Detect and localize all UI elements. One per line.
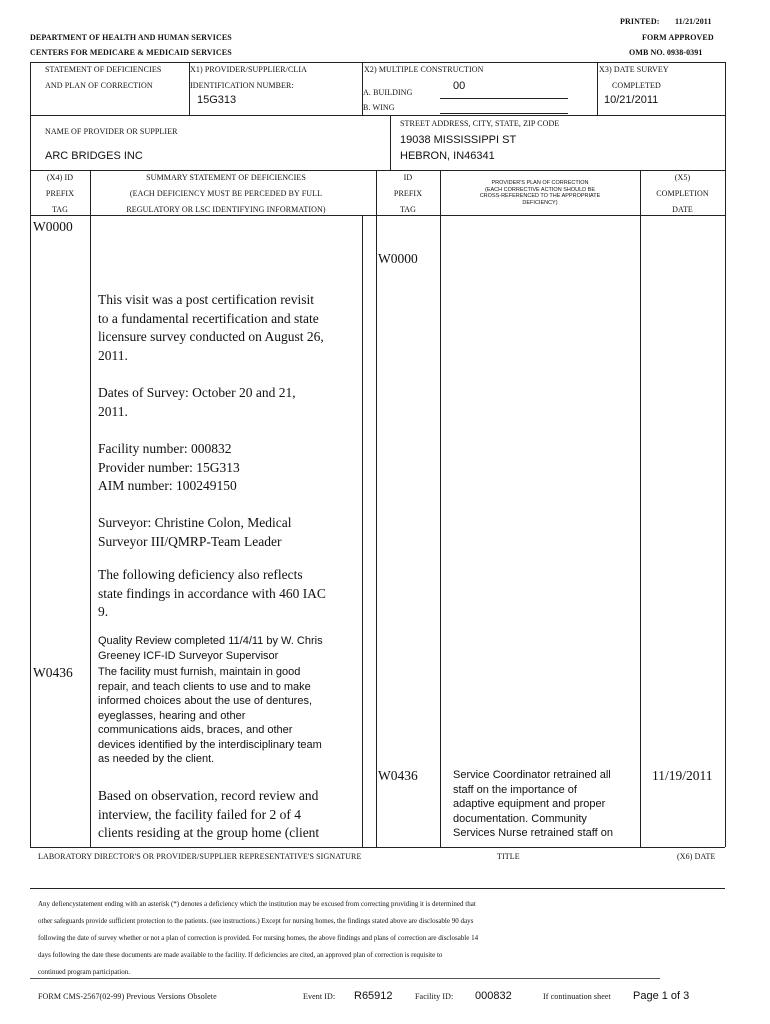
provider-id-value: 15G313 <box>197 94 237 106</box>
survey-date-value: 10/21/2011 <box>604 94 659 106</box>
footnote-line-5: continued program participation. <box>38 968 130 976</box>
printed-label: PRINTED: <box>620 17 660 26</box>
footnote-line-2: other safeguards provide sufficient protection to the patients. (see instructions.) Except for nursing homes, the findings stated above are disclosable 90 days <box>38 917 474 925</box>
provider-name-value: ARC BRIDGES INC <box>45 150 143 162</box>
department-title: DEPARTMENT OF HEALTH AND HUMAN SERVICES <box>30 33 232 42</box>
facility-id-label: Facility ID: <box>415 992 454 1001</box>
printed-date: 11/21/2011 <box>675 17 712 26</box>
page-number: Page 1 of 3 <box>633 990 690 1002</box>
survey-dates-paragraph: Dates of Survey: October 20 and 21, 2011. <box>98 385 296 419</box>
footnote-line-1: Any defiencystatement ending with an asterisk (*) denotes a deficiency which the institution may be excused from correcting providing it is determined that <box>38 900 476 908</box>
x4-header-1: (X4) ID <box>46 173 74 182</box>
summary-header-3: REGULATORY OR LSC IDENTIFYING INFORMATION) <box>126 205 326 214</box>
tag-w0436-right: W0436 <box>378 768 418 783</box>
building-value: 00 <box>453 80 466 92</box>
plan-header-3: CROSS-REFERENCED TO THE APPROPRIATE <box>479 193 601 199</box>
findings-paragraph: Based on observation, record review and interview, the facility failed for 2 of 4 clients residing at the group home (client <box>98 788 320 840</box>
x4-header-2: PREFIX <box>45 189 75 198</box>
x2-label: X2) MULTIPLE CONSTRUCTION <box>364 65 484 74</box>
facility-id-value: 000832 <box>475 990 512 1002</box>
state-findings-paragraph: The following deficiency also reflects state findings in accordance with 460 IAC 9. <box>98 567 326 619</box>
id-header-1: ID <box>403 173 413 182</box>
statement-label-2: AND PLAN OF CORRECTION <box>45 81 153 90</box>
date-label: (X6) DATE <box>677 852 716 861</box>
facility-numbers-paragraph: Facility number: 000832 Provider number: 15G313 AIM number: 100249150 <box>98 441 240 493</box>
tag-w0436-left: W0436 <box>33 665 73 680</box>
id-header-2: PREFIX <box>393 189 423 198</box>
x4-header-3: TAG <box>51 205 69 214</box>
plan-header-1: PROVIDER'S PLAN OF CORRECTION <box>491 180 589 186</box>
address-city: HEBRON, IN46341 <box>400 150 495 162</box>
completion-date-value: 11/19/2011 <box>652 768 713 783</box>
plan-header <box>440 180 640 206</box>
provider-name-label: NAME OF PROVIDER OR SUPPLIER <box>45 127 178 136</box>
form-approved: FORM APPROVED <box>642 33 714 42</box>
x3-label-2: COMPLETED <box>612 81 661 90</box>
centers-title: CENTERS FOR MEDICARE & MEDICAID SERVICES <box>30 48 232 57</box>
building-label: A. BUILDING <box>363 88 413 97</box>
x1-label-1: X1) PROVIDER/SUPPLIER/CLIA <box>190 65 308 74</box>
continuation-label: If continuation sheet <box>543 992 611 1001</box>
summary-header-1: SUMMARY STATEMENT OF DEFICIENCIES <box>146 173 306 182</box>
address-street: 19038 MISSISSIPPI ST <box>400 134 517 146</box>
x1-label-2: IDENTIFICATION NUMBER: <box>190 81 294 90</box>
address-label: STREET ADDRESS, CITY, STATE, ZIP CODE <box>400 119 560 128</box>
plan-header-4: DEFICIENCY) <box>522 199 558 206</box>
x5-header-2: COMPLETION <box>656 189 709 198</box>
form-number: FORM CMS-2567(02-99) Previous Versions Obsolete <box>38 992 217 1001</box>
title-label: TITLE <box>497 852 520 861</box>
event-id-value: R65912 <box>354 990 393 1002</box>
surveyor-paragraph: Surveyor: Christine Colon, Medical Surveyor III/QMRP-Team Leader <box>98 515 292 549</box>
summary-header-2: (EACH DEFICIENCY MUST BE PERCEDED BY FULL <box>129 189 323 198</box>
footnote-line-4: days following the date these documents are made available to the facility. If deficiencies are cited, an approved plan of correction is requisite to <box>38 951 443 959</box>
survey-intro-paragraph: This visit was a post certification revisit to a fundamental recertification and state licensure survey conducted on August 26, 2011. <box>98 292 324 363</box>
x5-header-1: (X5) <box>674 173 691 182</box>
omb-number: OMB NO. 0938-0391 <box>629 48 703 57</box>
signature-label: LABORATORY DIRECTOR'S OR PROVIDER/SUPPLIER REPRESENTATIVE'S SIGNATURE <box>38 852 362 861</box>
x3-label-1: X3) DATE SURVEY <box>599 65 669 74</box>
tag-w0000-right: W0000 <box>378 251 418 266</box>
plan-header-2: (EACH CORRECTIVE ACTION SHOULD BE <box>484 186 596 193</box>
wing-label: B. WING <box>363 103 395 112</box>
tag-w0000-left: W0000 <box>33 219 73 234</box>
footnote-line-3: following the date of survey whether or not a plan of correction is provided. For nursing homes, the above findings and plans of correction are disclosable 14 <box>38 934 479 942</box>
x5-header-3: DATE <box>672 205 693 214</box>
statement-label-1: STATEMENT OF DEFICIENCIES <box>45 65 162 74</box>
disclaimer-footnote <box>38 896 718 981</box>
id-header-3: TAG <box>399 205 417 214</box>
event-id-label: Event ID: <box>303 992 336 1001</box>
regulation-paragraph: The facility must furnish, maintain in good repair, and teach clients to use and to make informed choices about the use of dentures, eyeglasses, hearing and other communications aids, braces, and other devices identified by the interdisciplinary team as needed by the client. <box>98 666 322 765</box>
plan-of-correction-text: Service Coordinator retrained all staff on the importance of adaptive equipment and proper documentation. Community Services Nurse retrained staff on <box>453 769 613 839</box>
quality-review-paragraph: Quality Review completed 11/4/11 by W. Chris Greeney ICF-ID Surveyor Supervisor <box>98 635 323 662</box>
